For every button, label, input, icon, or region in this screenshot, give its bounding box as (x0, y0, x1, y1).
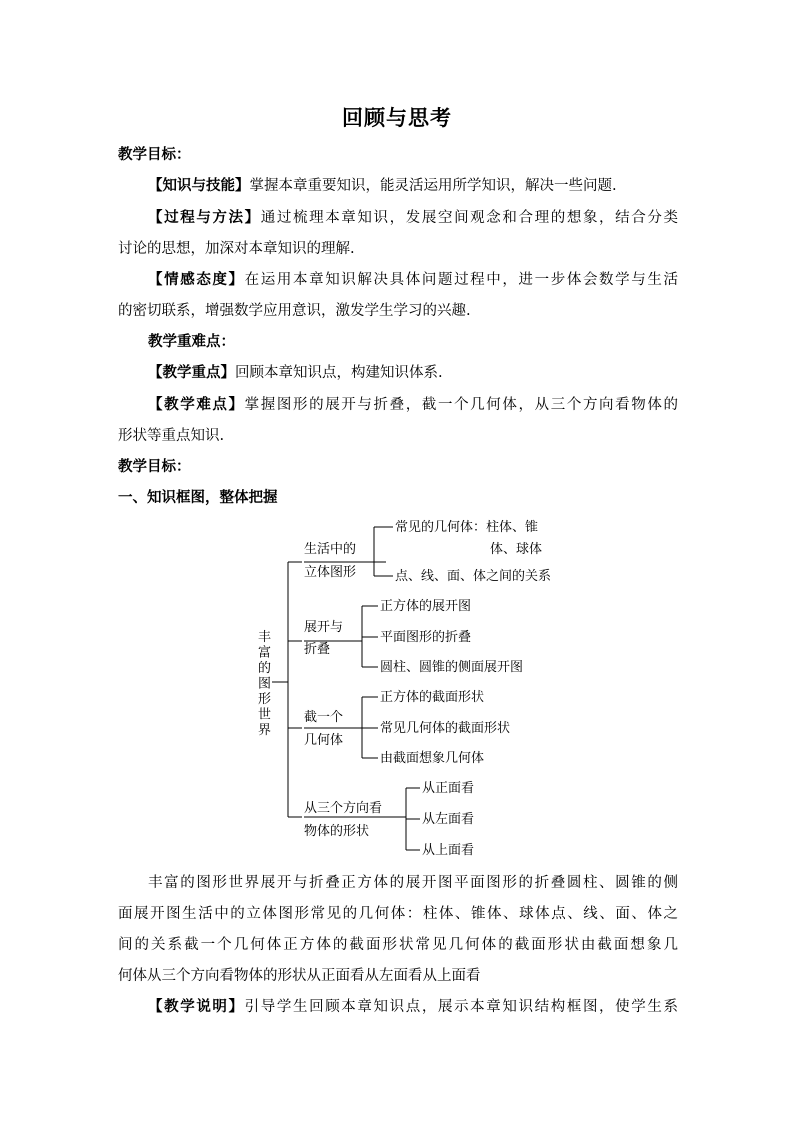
goal-attitude-text-2: 的密切联系，增强数学应用意识，激发学生学习的兴趣. (118, 303, 471, 319)
diagram-leaf-label: 从上面看 (422, 843, 475, 858)
section-heading-goals: 教学目标： (118, 146, 191, 163)
diagram-root-char: 世 (258, 707, 272, 723)
diagram-branch-label: 生活中的 (304, 542, 357, 557)
diagram-branch-label: 物体的形状 (304, 824, 370, 839)
diagram-branch-label: 几何体 (304, 733, 344, 748)
diagram-branch-label: 从三个方向看 (304, 801, 383, 816)
diagram-root-char: 的 (258, 661, 272, 676)
diagram-branch-label: 折叠 (304, 642, 331, 657)
goal-knowledge-text: 掌握本章重要知识，能灵活运用所学知识，解决一些问题. (249, 178, 617, 194)
diagram-leaf-label: 常见几何体的截面形状 (380, 721, 511, 736)
summary-line-3: 间的关系截一个几何体正方体的截面形状常见几何体的截面形状由截面想象几 (118, 937, 678, 953)
difficult-point-text-2: 形状等重点知识. (118, 428, 225, 444)
page-title: 回顾与思考 (342, 105, 452, 130)
diagram-leaf-label: 正方体的展开图 (380, 599, 472, 614)
diagram-leaf-label: 平面图形的折叠 (380, 630, 472, 645)
summary-line-2: 面展开图生活中的立体图形常见的几何体：柱体、锥体、球体点、线、面、体之 (118, 906, 678, 922)
summary-line-1: 丰富的图形世界展开与折叠正方体的展开图平面图形的折叠圆柱、圆锥的侧 (148, 875, 678, 891)
diagram-leaf-label: 常见的几何体：柱体、锥 (395, 520, 539, 535)
summary-line-4: 何体从三个方向看物体的形状从正面看从左面看从上面看 (118, 968, 481, 984)
key-point-tag: 【教学重点】 (148, 364, 235, 381)
teaching-note-text: 引导学生回顾本章知识点，展示本章知识结构框图，使学生系 (244, 999, 678, 1015)
diagram-branch-label: 立体图形 (304, 565, 357, 580)
difficult-point-tag: 【教学难点】 (148, 396, 245, 413)
teaching-note (148, 997, 678, 1017)
diagram-leaf-label: 从左面看 (422, 812, 475, 827)
diagram-root-char: 形 (258, 692, 272, 707)
diagram-root-char: 图 (258, 676, 272, 692)
goal-attitude-text-1: 在运用本章知识解决具体问题过程中，进一步体会数学与生活 (244, 272, 678, 288)
section-subheading-framework: 一、知识框图，整体把握 (118, 489, 278, 506)
difficult-point-text-1: 掌握图形的展开与折叠，截一个几何体，从三个方向看物体的 (244, 397, 678, 413)
diagram-leaf-label: 体、球体 (490, 542, 543, 557)
diagram-root-char: 丰 (258, 630, 272, 645)
diagram-branch-label: 展开与 (304, 620, 344, 635)
diagram-root-char: 富 (258, 645, 272, 661)
diagram-root-char: 界 (258, 723, 272, 738)
goal-process-text-1: 通过梳理本章知识，发展空间观念和合理的想象，结合分类 (260, 210, 678, 226)
goal-knowledge-tag: 【知识与技能】 (148, 177, 250, 194)
diagram-branch-label: 截一个 (304, 710, 344, 725)
diagram-leaf-label: 从正面看 (422, 781, 475, 796)
teaching-note-tag: 【教学说明】 (148, 998, 245, 1015)
key-point-text: 回顾本章知识点，构建知识体系. (235, 365, 443, 381)
diagram-leaf-label: 由截面想象几何体 (380, 751, 485, 766)
diagram-leaf-label: 点、线、面、体之间的关系 (395, 569, 552, 584)
section-heading-goals-2: 教学目标： (118, 458, 191, 475)
goal-attitude-tag: 【情感态度】 (148, 271, 245, 288)
goal-process-text-2: 讨论的思想，加深对本章知识的理解. (118, 241, 355, 257)
diagram-leaf-label: 正方体的截面形状 (380, 690, 485, 705)
diagram-leaf-label: 圆柱、圆锥的侧面展开图 (380, 660, 524, 675)
section-heading-key-points: 教学重难点： (148, 333, 235, 350)
goal-process-tag: 【过程与方法】 (148, 209, 261, 226)
